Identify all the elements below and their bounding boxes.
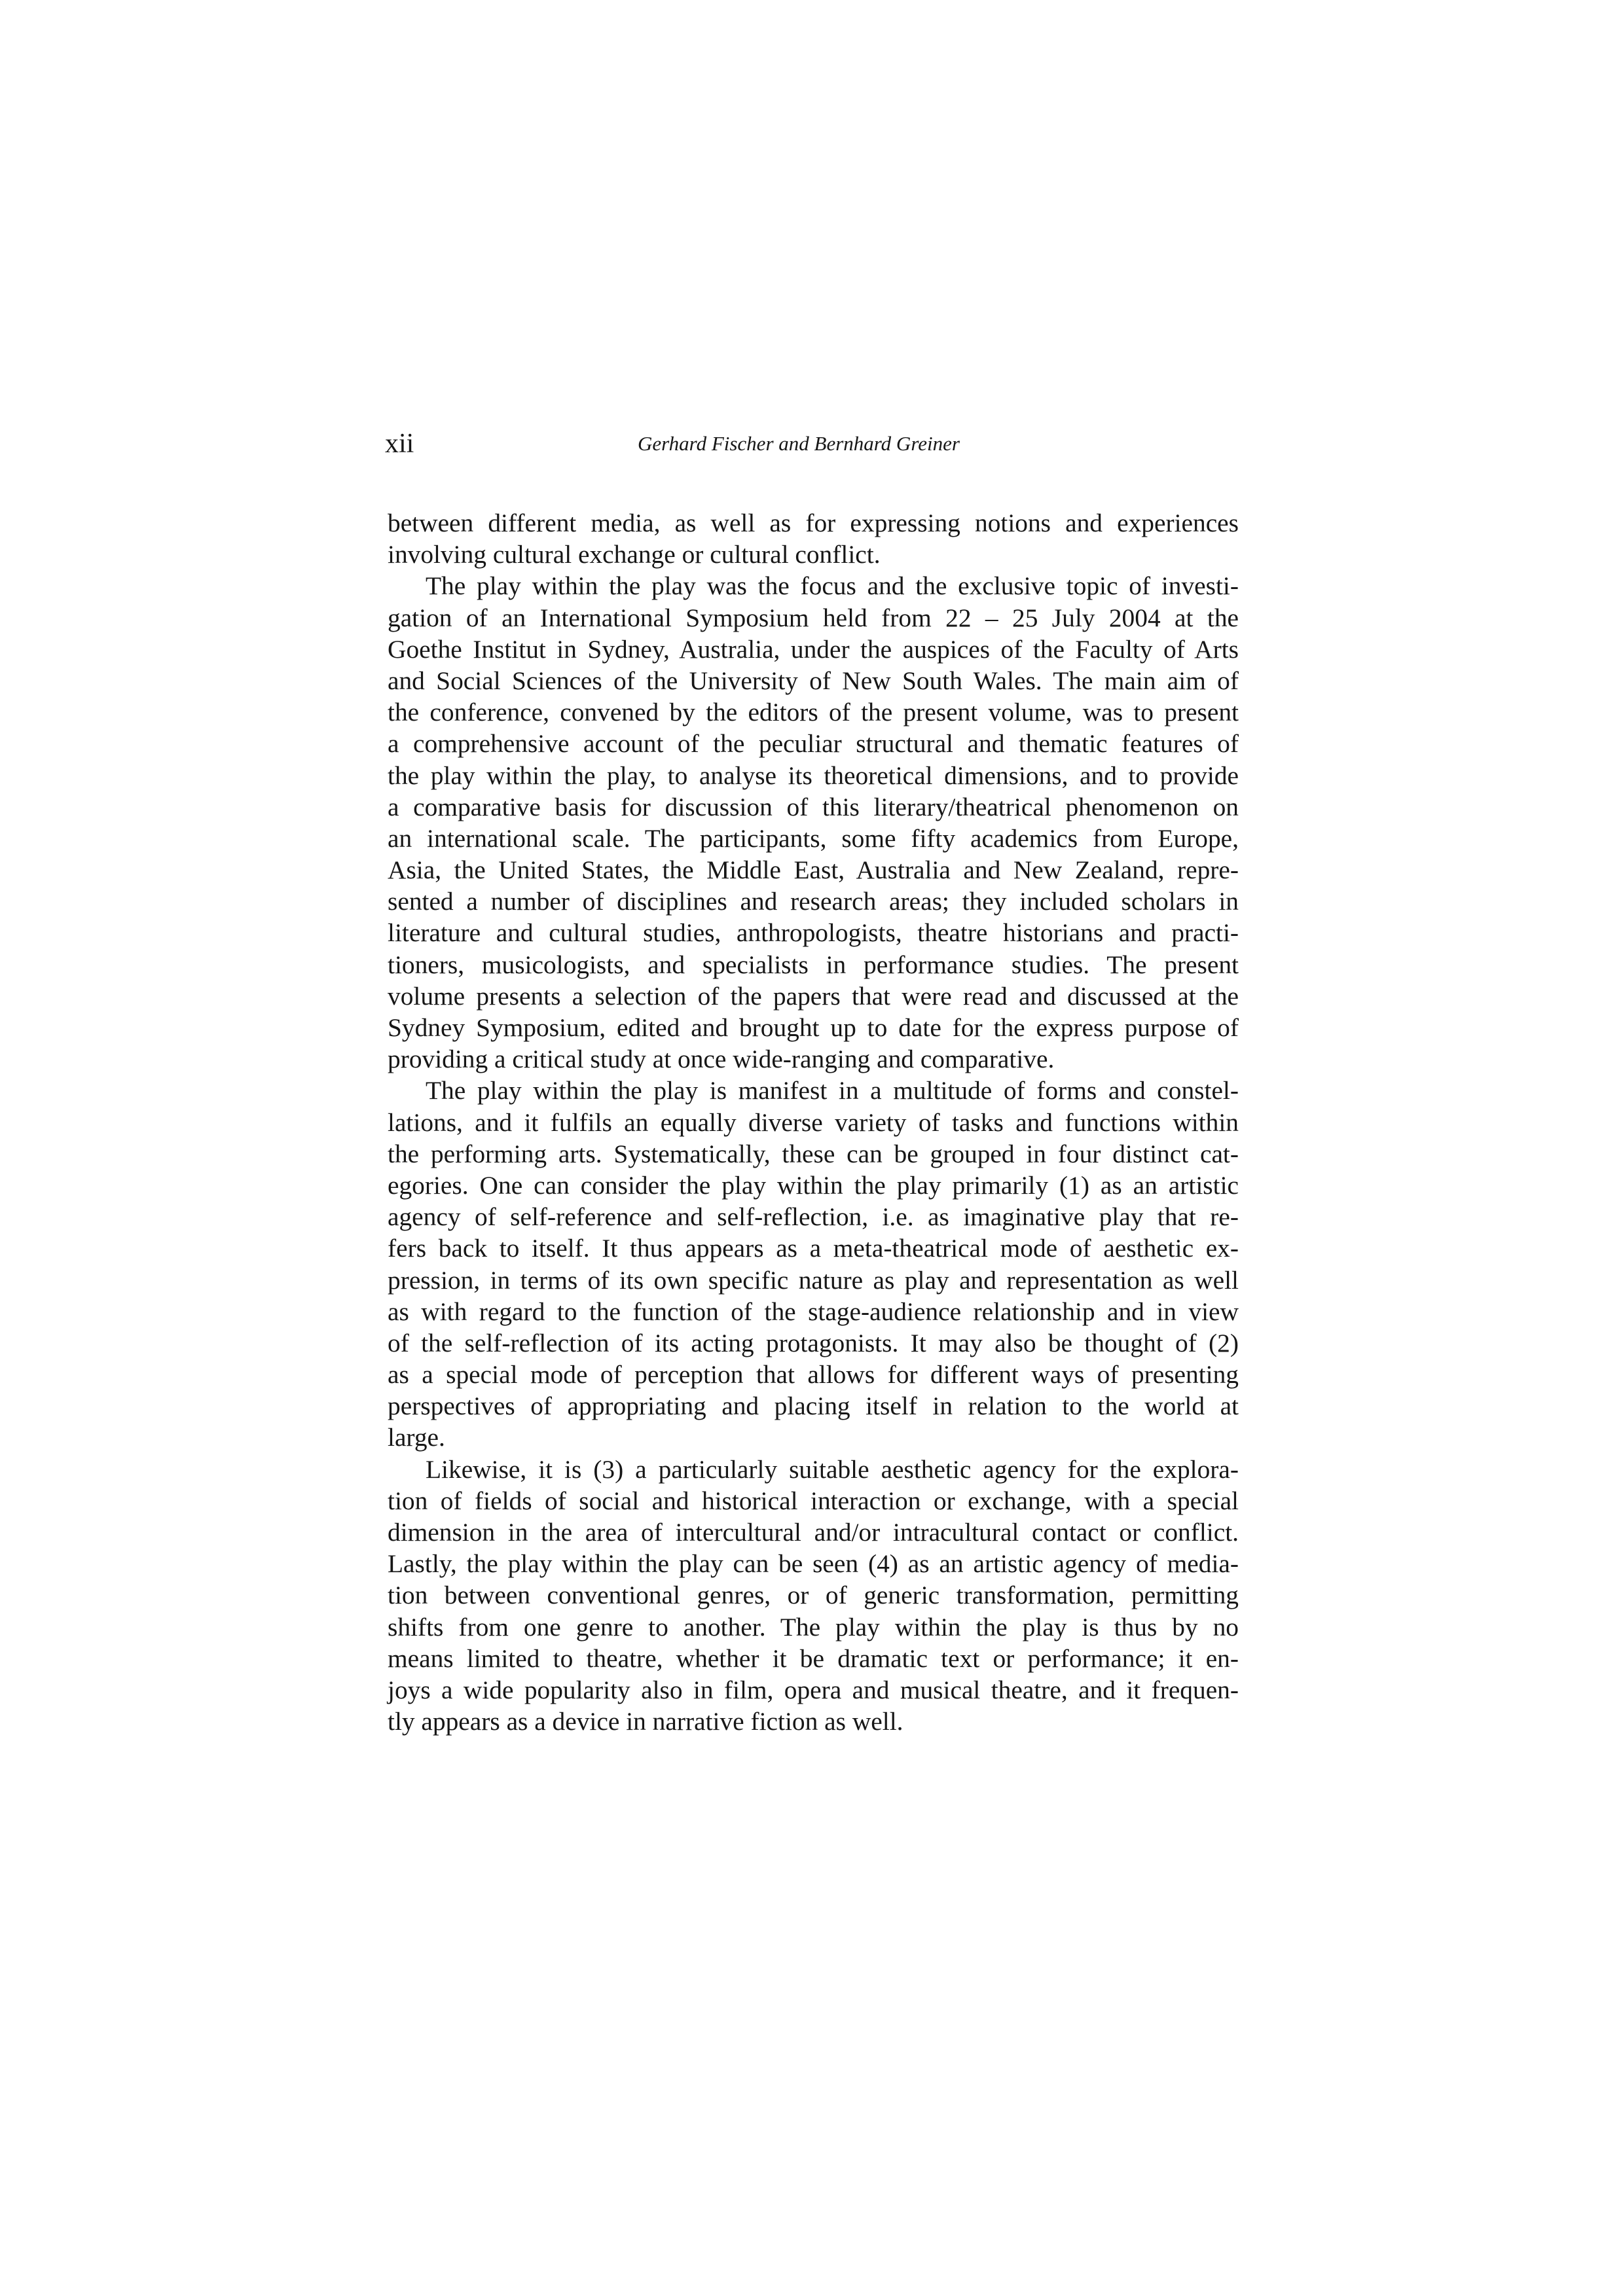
text-line: Sydney Symposium, edited and brought up to date for the express purpose of (388, 1013, 1239, 1042)
text-line: large. (388, 1423, 445, 1452)
text-line: tion between conventional genres, or of generic transformation, permitting (388, 1581, 1239, 1610)
text-line: egories. One can consider the play within the play primarily (1) as an artistic (388, 1170, 1239, 1200)
text-line: the conference, convened by the editors of the present volume, was to present (388, 698, 1239, 727)
text-line: tioners, musicologists, and specialists in performance studies. The present (388, 950, 1239, 979)
paragraph-4 (388, 1454, 1239, 1738)
text-line: tly appears as a device in narrative fiction as well. (388, 1707, 903, 1736)
text-line: perspectives of appropriating and placing itself in relation to the world at (388, 1391, 1239, 1421)
text-line: The play within the play was the focus and the exclusive topic of investi- (426, 571, 1239, 601)
text-line: The play within the play is manifest in a multitude of forms and constel- (426, 1076, 1239, 1105)
paragraph-2 (388, 570, 1239, 1075)
text-line: dimension in the area of intercultural and/or intracultural contact or conflict. (388, 1518, 1239, 1547)
running-head: Gerhard Fischer and Bernhard Greiner (638, 432, 960, 455)
text-line: a comprehensive account of the peculiar structural and thematic features of (388, 729, 1239, 759)
text-line: the performing arts. Systematically, these can be grouped in four distinct cat- (388, 1139, 1239, 1168)
text-line: providing a critical study at once wide-ranging and comparative. (388, 1045, 1055, 1074)
text-line: Likewise, it is (3) a particularly suitable aesthetic agency for the explora- (426, 1454, 1239, 1484)
text-line: as a special mode of perception that allows for different ways of presenting (388, 1360, 1239, 1390)
text-line: fers back to itself. It thus appears as a meta-theatrical mode of aesthetic ex- (388, 1234, 1239, 1263)
text-line: lations, and it fulfils an equally diverse variety of tasks and functions within (388, 1107, 1239, 1137)
text-line: Goethe Institut in Sydney, Australia, under the auspices of the Faculty of Arts (388, 634, 1239, 664)
text-line: involving cultural exchange or cultural conflict. (388, 540, 881, 569)
text-line: as with regard to the function of the stage-audience relationship and in view (388, 1297, 1239, 1326)
body-text (388, 507, 1239, 1737)
text-line: tion of fields of social and historical interaction or exchange, with a special (388, 1486, 1239, 1515)
paragraph-1 (388, 507, 1239, 570)
text-line: agency of self-reference and self-reflection, i.e. as imaginative play that re- (388, 1202, 1239, 1232)
text-line: sented a number of disciplines and research areas; they included scholars in (388, 887, 1239, 916)
text-line: the play within the play, to analyse its theoretical dimensions, and to provide (388, 761, 1239, 790)
text-line: an international scale. The participants, some fifty academics from Europe, (388, 823, 1239, 853)
text-line: and Social Sciences of the University of New South Wales. The main aim of (388, 666, 1239, 695)
text-line: gation of an International Symposium held from 22 – 25 July 2004 at the (388, 603, 1239, 632)
text-line: a comparative basis for discussion of this literary/theatrical phenomenon on (388, 792, 1239, 821)
text-line: joys a wide popularity also in film, opera and musical theatre, and it frequen- (388, 1675, 1239, 1704)
text-line: between different media, as well as for expressing notions and experiences (388, 509, 1239, 537)
text-line: means limited to theatre, whether it be dramatic text or performance; it en- (388, 1643, 1239, 1673)
text-line: pression, in terms of its own specific nature as play and representation as well (388, 1265, 1239, 1295)
paragraph-3 (388, 1075, 1239, 1453)
page-header (385, 424, 1236, 463)
text-line: Asia, the United States, the Middle East, Australia and New Zealand, repre- (388, 855, 1239, 885)
text-line: shifts from one genre to another. The play within the play is thus by no (388, 1612, 1239, 1641)
text-line: Lastly, the play within the play can be seen (4) as an artistic agency of media- (388, 1549, 1239, 1579)
text-line: literature and cultural studies, anthropologists, theatre historians and practi- (388, 918, 1239, 948)
text-line: of the self-reflection of its acting protagonists. It may also be thought of (2) (388, 1328, 1239, 1357)
page-number: xii (385, 429, 414, 459)
text-line: volume presents a selection of the papers that were read and discussed at the (388, 981, 1239, 1011)
